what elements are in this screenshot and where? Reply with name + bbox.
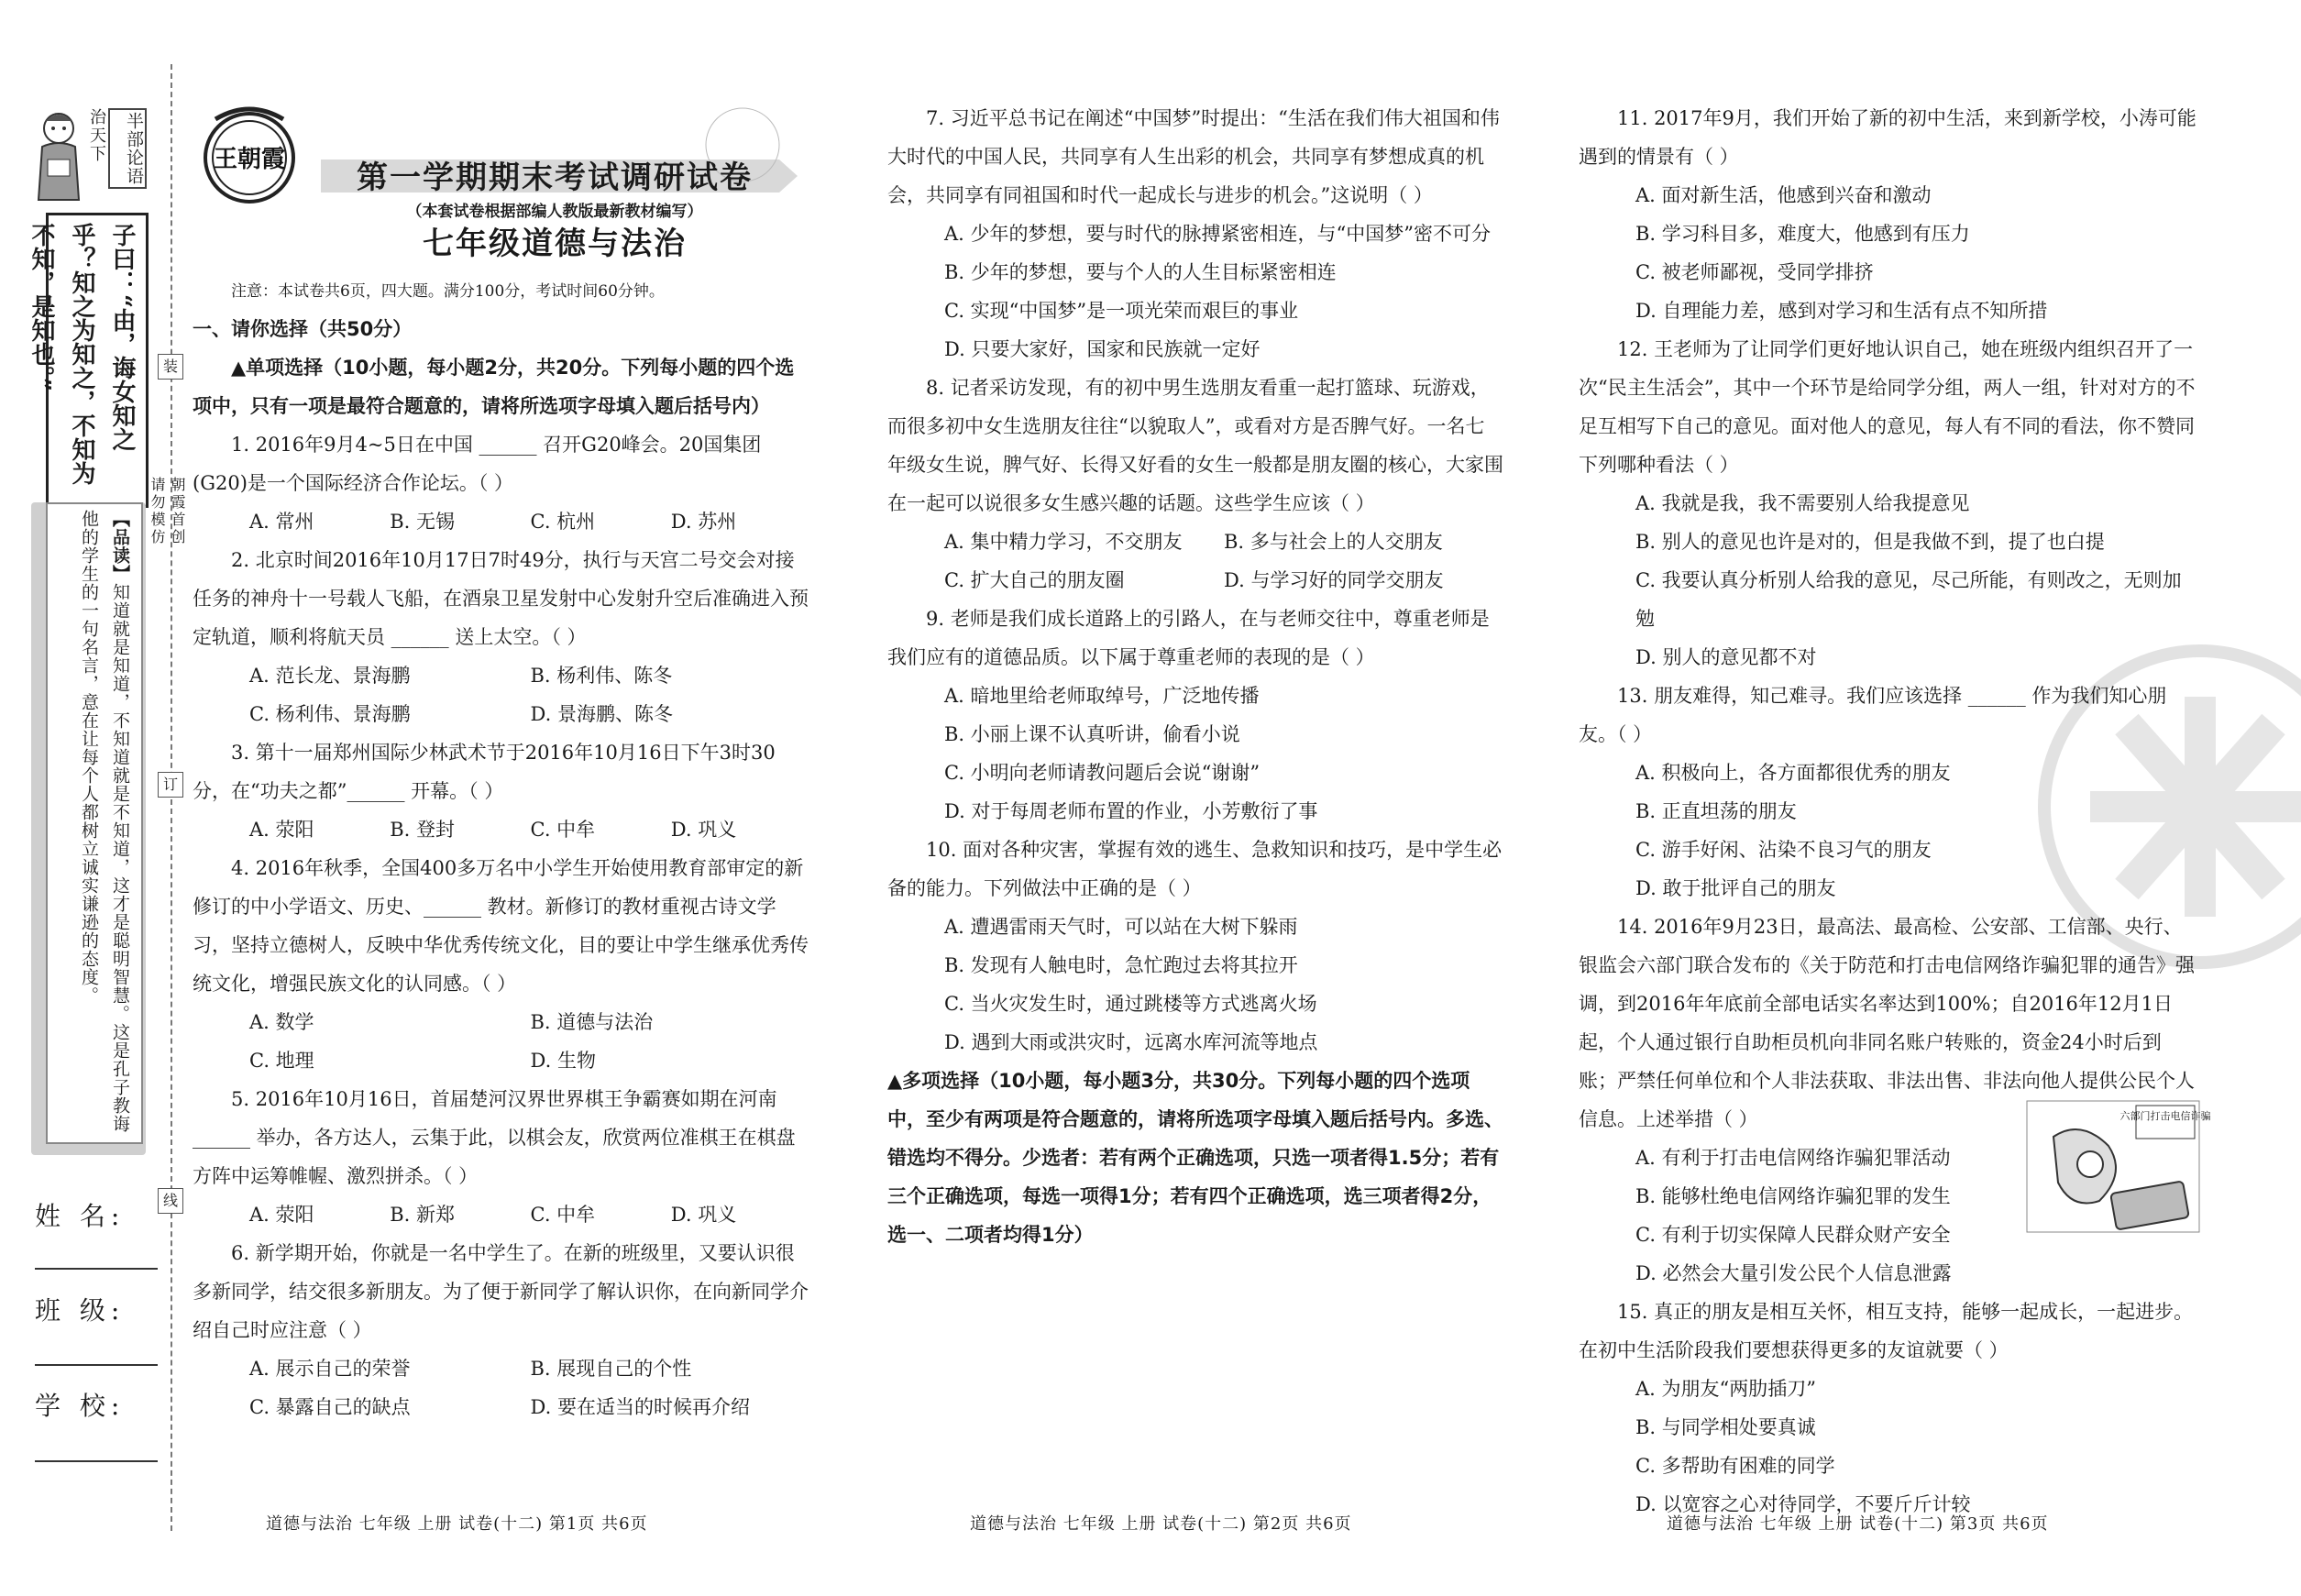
class-field-line[interactable]	[35, 1364, 158, 1366]
question-15-option-c[interactable]: C. 多帮助有困难的同学	[1635, 1455, 1835, 1477]
option[interactable]: C. 杨利伟、景海鹏	[249, 703, 411, 725]
confucius-boy-illustration	[37, 108, 81, 209]
option[interactable]: B. 道德与法治	[530, 1011, 654, 1033]
question-9-option-b[interactable]: B. 小丽上课不认真听讲，偷看小说	[944, 723, 1240, 745]
option[interactable]: D. 巩义	[670, 1204, 737, 1226]
option[interactable]: D. 苏州	[670, 511, 737, 533]
page-footer-2: 道德与法治 七年级 上册 试卷(十二) 第2页 共6页	[970, 1514, 1352, 1534]
cut-mark-ding: 订	[158, 772, 183, 798]
sidebar-tag-sub: 治天下	[87, 108, 106, 163]
section-1-heading: 一、请你选择（共50分）	[193, 318, 413, 340]
sidebar-tag-main: 半部论语	[108, 108, 147, 189]
option[interactable]: D. 与学习好的同学交朋友	[1224, 569, 1444, 591]
option[interactable]: A. 范长龙、景海鹏	[249, 665, 411, 687]
option[interactable]: C. 中牟	[530, 1204, 596, 1226]
question-11-option-b[interactable]: B. 学习科目多，难度大，他感到有压力	[1635, 223, 1970, 245]
question-13-option-d[interactable]: D. 敢于批评自己的朋友	[1635, 877, 1836, 899]
exam-title: 第一学期期末考试调研试卷	[357, 160, 753, 196]
page-column-2	[887, 99, 1503, 1254]
question-2: 2. 北京时间2016年10月17日7时49分，执行与天宫二号交会对接任务的神舟十一号载人飞船，在酒泉卫星发射中心发射升空后准确进入预定轨道，顺利将航天员 ______ 送上太空。（ ）	[193, 549, 809, 648]
exam-subtitle: （本套试卷根据部编人教版最新教材编写）	[406, 203, 703, 221]
question-8-options-row1[interactable]	[887, 523, 1503, 561]
school-field-line[interactable]	[35, 1460, 158, 1462]
read-content	[73, 510, 136, 1133]
exam-notice: 注意：本试卷共6页，四大题。满分100分，考试时间60分钟。	[231, 282, 665, 301]
question-9-option-a[interactable]: A. 暗地里给老师取绰号，广泛地传播	[944, 685, 1260, 707]
question-9-option-d[interactable]: D. 对于每周老师布置的作业，小芳敷衍了事	[944, 800, 1318, 822]
school-field-label: 学 校:	[35, 1391, 126, 1421]
question-13-option-a[interactable]: A. 积极向上，各方面都很优秀的朋友	[1635, 762, 1951, 784]
option[interactable]: C. 地理	[249, 1050, 314, 1072]
question-5-options[interactable]	[193, 1195, 811, 1234]
read-text: 知道就是知道，不知道就是不知道，这才是聪明智慧。这是孔子教诲他的学生的一句名言，意在让每个人都树立诚实谦逊的态度。	[79, 510, 130, 1133]
question-10-option-c[interactable]: C. 当火灾发生时，通过跳楼等方式逃离火场	[944, 993, 1317, 1015]
multi-choice-intro: ▲多项选择（10小题，每小题3分，共30分。下列每小题的四个选项中，至少有两项是符合题意的，请将所选项字母填入题后括号内。多选、错选均不得分。少选者：若有两个正确选项，只选一项者得1.5分；若有三个正确选项，每选一项得1分；若有四个正确选项，选三项者得2分，选一、二项者均得1分）	[887, 1070, 1503, 1246]
logo-text: 王朝霞	[213, 146, 286, 173]
question-5: 5. 2016年10月16日，首届楚河汉界世界棋王争霸赛如期在河南 ______ 举办，各方达人，云集于此，以棋会友，欣赏两位准棋王在棋盘方阵中运筹帷幄、激烈拼杀。（ ）	[193, 1088, 796, 1187]
subject-title: 七年级道德与法治	[423, 226, 687, 262]
page-footer-1: 道德与法治 七年级 上册 试卷(十二) 第1页 共6页	[266, 1514, 648, 1534]
question-7-option-b[interactable]: B. 少年的梦想，要与个人的人生目标紧密相连	[944, 261, 1337, 283]
original-note-1: 朝霞首创	[169, 477, 186, 546]
left-sidebar	[0, 0, 170, 1596]
page-column-1	[193, 275, 811, 1426]
read-box	[46, 502, 143, 1144]
question-10: 10. 面对各种灾害，掌握有效的逃生、急救知识和技巧，是中学生必备的能力。下列做法中正确的是（ ）	[887, 839, 1503, 899]
question-14: 14. 2016年9月23日，最高法、最高检、公安部、工信部、央行、银监会六部门联合发布的《关于防范和打击电信网络诈骗犯罪的通告》强调，到2016年年底前全部电话实名率达到100%；自2016年12月1日起，个人通过银行自助柜员机向非同名账户转账的，资金24小时后到账；严禁任何单位和个人非法获取、非法出售、非法向他人提供公民个人信息。上述举措（ ）	[1579, 916, 2195, 1130]
single-choice-intro: ▲单项选择（10小题，每小题2分，共20分。下列每小题的四个选项中，只有一项是最符合题意的，请将所选项字母填入题后括号内）	[193, 357, 795, 417]
question-1: 1. 2016年9月4~5日在中国 ______ 召开G20峰会。20国集团(G20)是一个国际经济合作论坛。（ ）	[193, 434, 762, 494]
question-14-option-d[interactable]: D. 必然会大量引发公民个人信息泄露	[1635, 1262, 1952, 1284]
question-15-option-a[interactable]: A. 为朋友“两肋插刀”	[1635, 1378, 1816, 1400]
question-3: 3. 第十一届郑州国际少林武术节于2016年10月16日下午3时30分，在“功夫之都”______ 开幕。（ ）	[193, 742, 776, 802]
question-11-option-c[interactable]: C. 被老师鄙视，受同学排挤	[1635, 261, 1874, 283]
question-10-option-b[interactable]: B. 发现有人触电时，急忙跑过去将其拉开	[944, 954, 1298, 976]
option[interactable]: A. 常州	[249, 511, 314, 533]
question-13-option-b[interactable]: B. 正直坦荡的朋友	[1635, 800, 1797, 822]
question-12-option-b[interactable]: B. 别人的意见也许是对的，但是我做不到，提了也白提	[1635, 531, 2105, 553]
question-8: 8. 记者采访发现，有的初中男生选朋友看重一起打篮球、玩游戏，而很多初中女生选朋友往往“以貌取人”，或看对方是否脾气好。一名七年级女生说，脾气好、长得又好看的女生一般都是朋友圈的核心，大家围在一起可以说很多女生感兴趣的话题。这些学生应该（ ）	[887, 377, 1503, 514]
option[interactable]: A. 荥阳	[249, 1204, 314, 1226]
option[interactable]: B. 登封	[390, 819, 456, 841]
cartoon-caption-line1: 六部门打击电信诈骗	[2119, 1110, 2211, 1122]
question-11: 11. 2017年9月，我们开始了新的初中生活，来到新学校，小涛可能遇到的情景有（ ）	[1579, 107, 2196, 168]
original-note	[147, 477, 187, 546]
question-6: 6. 新学期开始，你就是一名中学生了。在新的班级里，又要认识很多新同学，结交很多新朋友。为了便于新同学了解认识你，在向新同学介绍自己时应注意（ ）	[193, 1242, 809, 1341]
question-14-option-b[interactable]: B. 能够杜绝电信网络诈骗犯罪的发生	[1635, 1185, 1951, 1207]
option[interactable]: C. 中牟	[530, 819, 596, 841]
option[interactable]: C. 暴露自己的缺点	[249, 1396, 411, 1418]
question-7-option-a[interactable]: A. 少年的梦想，要与时代的脉搏紧密相连，与“中国梦”密不可分	[944, 223, 1491, 245]
question-9-option-c[interactable]: C. 小明向老师请教问题后会说“谢谢”	[944, 762, 1261, 784]
original-note-2: 请勿模仿	[149, 477, 166, 546]
page-footer-3: 道德与法治 七年级 上册 试卷(十二) 第3页 共6页	[1667, 1514, 2049, 1534]
option[interactable]: D. 要在适当的时候再介绍	[530, 1396, 750, 1418]
binding-dash-line	[171, 64, 172, 1531]
question-4-options-row1[interactable]	[193, 1003, 811, 1041]
question-11-option-a[interactable]: A. 面对新生活，他感到兴奋和激动	[1635, 184, 1932, 206]
option[interactable]: A. 展示自己的荣誉	[249, 1358, 411, 1380]
question-4-options-row2[interactable]	[193, 1041, 811, 1080]
question-12-option-d[interactable]: D. 别人的意见都不对	[1635, 646, 1817, 668]
option[interactable]: C. 扩大自己的朋友圈	[944, 569, 1125, 591]
option[interactable]: D. 生物	[530, 1050, 596, 1072]
cut-mark-xian: 线	[158, 1188, 183, 1214]
option[interactable]: B. 多与社会上的人交朋友	[1224, 531, 1443, 553]
confucius-quote: 子曰：“由，诲女知之乎？知之为知之，不知为不知，是知也。”	[28, 223, 136, 485]
option[interactable]: A. 数学	[249, 1011, 314, 1033]
question-4: 4. 2016年秋季，全国400多万名中小学生开始使用教育部审定的新修订的中小学语文、历史、______ 教材。新修订的教材重视古诗文学习，坚持立德树人，反映中华优秀传统文化，目的要让中学生继承优秀传统文化，增强民族文化的认同感。（ ）	[193, 857, 809, 995]
fraud-cartoon-image	[2026, 1100, 2211, 1233]
option[interactable]: D. 景海鹏、陈冬	[530, 703, 673, 725]
question-8-options-row2[interactable]	[887, 561, 1503, 600]
question-7-option-c[interactable]: C. 实现“中国梦”是一项光荣而艰巨的事业	[944, 300, 1299, 322]
option[interactable]: B. 杨利伟、陈冬	[530, 665, 673, 687]
question-10-option-d[interactable]: D. 遇到大雨或洪灾时，远离水库河流等地点	[944, 1031, 1318, 1053]
option[interactable]: D. 巩义	[670, 819, 737, 841]
read-label: 【品读】	[110, 510, 130, 583]
question-11-option-d[interactable]: D. 自理能力差，感到对学习和生活有点不知所措	[1635, 300, 2048, 322]
page-column-3	[1579, 99, 2197, 1524]
question-14-option-c[interactable]: C. 有利于切实保障人民群众财产安全	[1635, 1224, 1951, 1246]
option[interactable]: B. 展现自己的个性	[530, 1358, 692, 1380]
question-15-option-d[interactable]: D. 以宽容之心对待同学，不要斤斤计较	[1635, 1493, 1971, 1515]
name-field-line[interactable]	[35, 1268, 158, 1270]
question-7-option-d[interactable]: D. 只要大家好，国家和民族就一定好	[944, 338, 1261, 360]
name-field-label: 姓 名:	[35, 1201, 126, 1231]
question-12-option-c[interactable]: C. 我要认真分析别人给我的意见，尽己所能，有则改之，无则加勉	[1635, 569, 2182, 630]
question-2-options-row2[interactable]	[193, 695, 811, 733]
option[interactable]: C. 杭州	[530, 511, 596, 533]
question-9: 9. 老师是我们成长道路上的引路人，在与老师交往中，尊重老师是我们应有的道德品质。以下属于尊重老师的表现的是（ ）	[887, 608, 1490, 668]
option[interactable]: B. 无锡	[390, 511, 456, 533]
question-6-options-row2[interactable]	[193, 1388, 811, 1426]
quote-box	[28, 213, 149, 508]
publisher-logo	[197, 103, 303, 208]
question-13: 13. 朋友难得，知己难寻。我们应该选择 ______ 作为我们知心朋友。（ ）	[1579, 685, 2167, 745]
option[interactable]: A. 集中精力学习，不交朋友	[944, 531, 1183, 553]
question-3-options[interactable]	[193, 810, 811, 849]
cut-mark-zhuang: 装	[158, 354, 183, 380]
question-2-options-row1[interactable]	[193, 656, 811, 695]
question-10-option-a[interactable]: A. 遭遇雷雨天气时，可以站在大树下躲雨	[944, 916, 1298, 938]
question-12: 12. 王老师为了让同学们更好地认识自己，她在班级内组织召开了一次“民主生活会”，其中一个环节是给同学分组，两人一组，针对对方的不足互相写下自己的意见。面对他人的意见，每人有不同的看法，你不赞同下列哪种看法（ ）	[1579, 338, 2196, 476]
option[interactable]: B. 新郑	[390, 1204, 456, 1226]
question-13-option-c[interactable]: C. 游手好闲、沾染不良习气的朋友	[1635, 839, 1932, 861]
question-7: 7. 习近平总书记在阐述“中国梦”时提出：“生活在我们伟大祖国和伟大时代的中国人民，共同享有人生出彩的机会，共同享有梦想成真的机会，共同享有同祖国和时代一起成长与进步的机会。”这说明（ ）	[887, 107, 1500, 206]
question-12-option-a[interactable]: A. 我就是我，我不需要别人给我提意见	[1635, 492, 1970, 514]
option[interactable]: A. 荥阳	[249, 819, 314, 841]
question-6-options-row1[interactable]	[193, 1349, 811, 1388]
question-1-options[interactable]	[193, 502, 811, 541]
class-field-label: 班 级:	[35, 1295, 126, 1326]
question-15: 15. 真正的朋友是相互关怀，相互支持，能够一起成长，一起进步。在初中生活阶段我们要想获得更多的友谊就要（ ）	[1579, 1301, 2194, 1361]
question-15-option-b[interactable]: B. 与同学相处要真诚	[1635, 1416, 1816, 1438]
question-14-option-a[interactable]: A. 有利于打击电信网络诈骗犯罪活动	[1635, 1147, 1951, 1169]
